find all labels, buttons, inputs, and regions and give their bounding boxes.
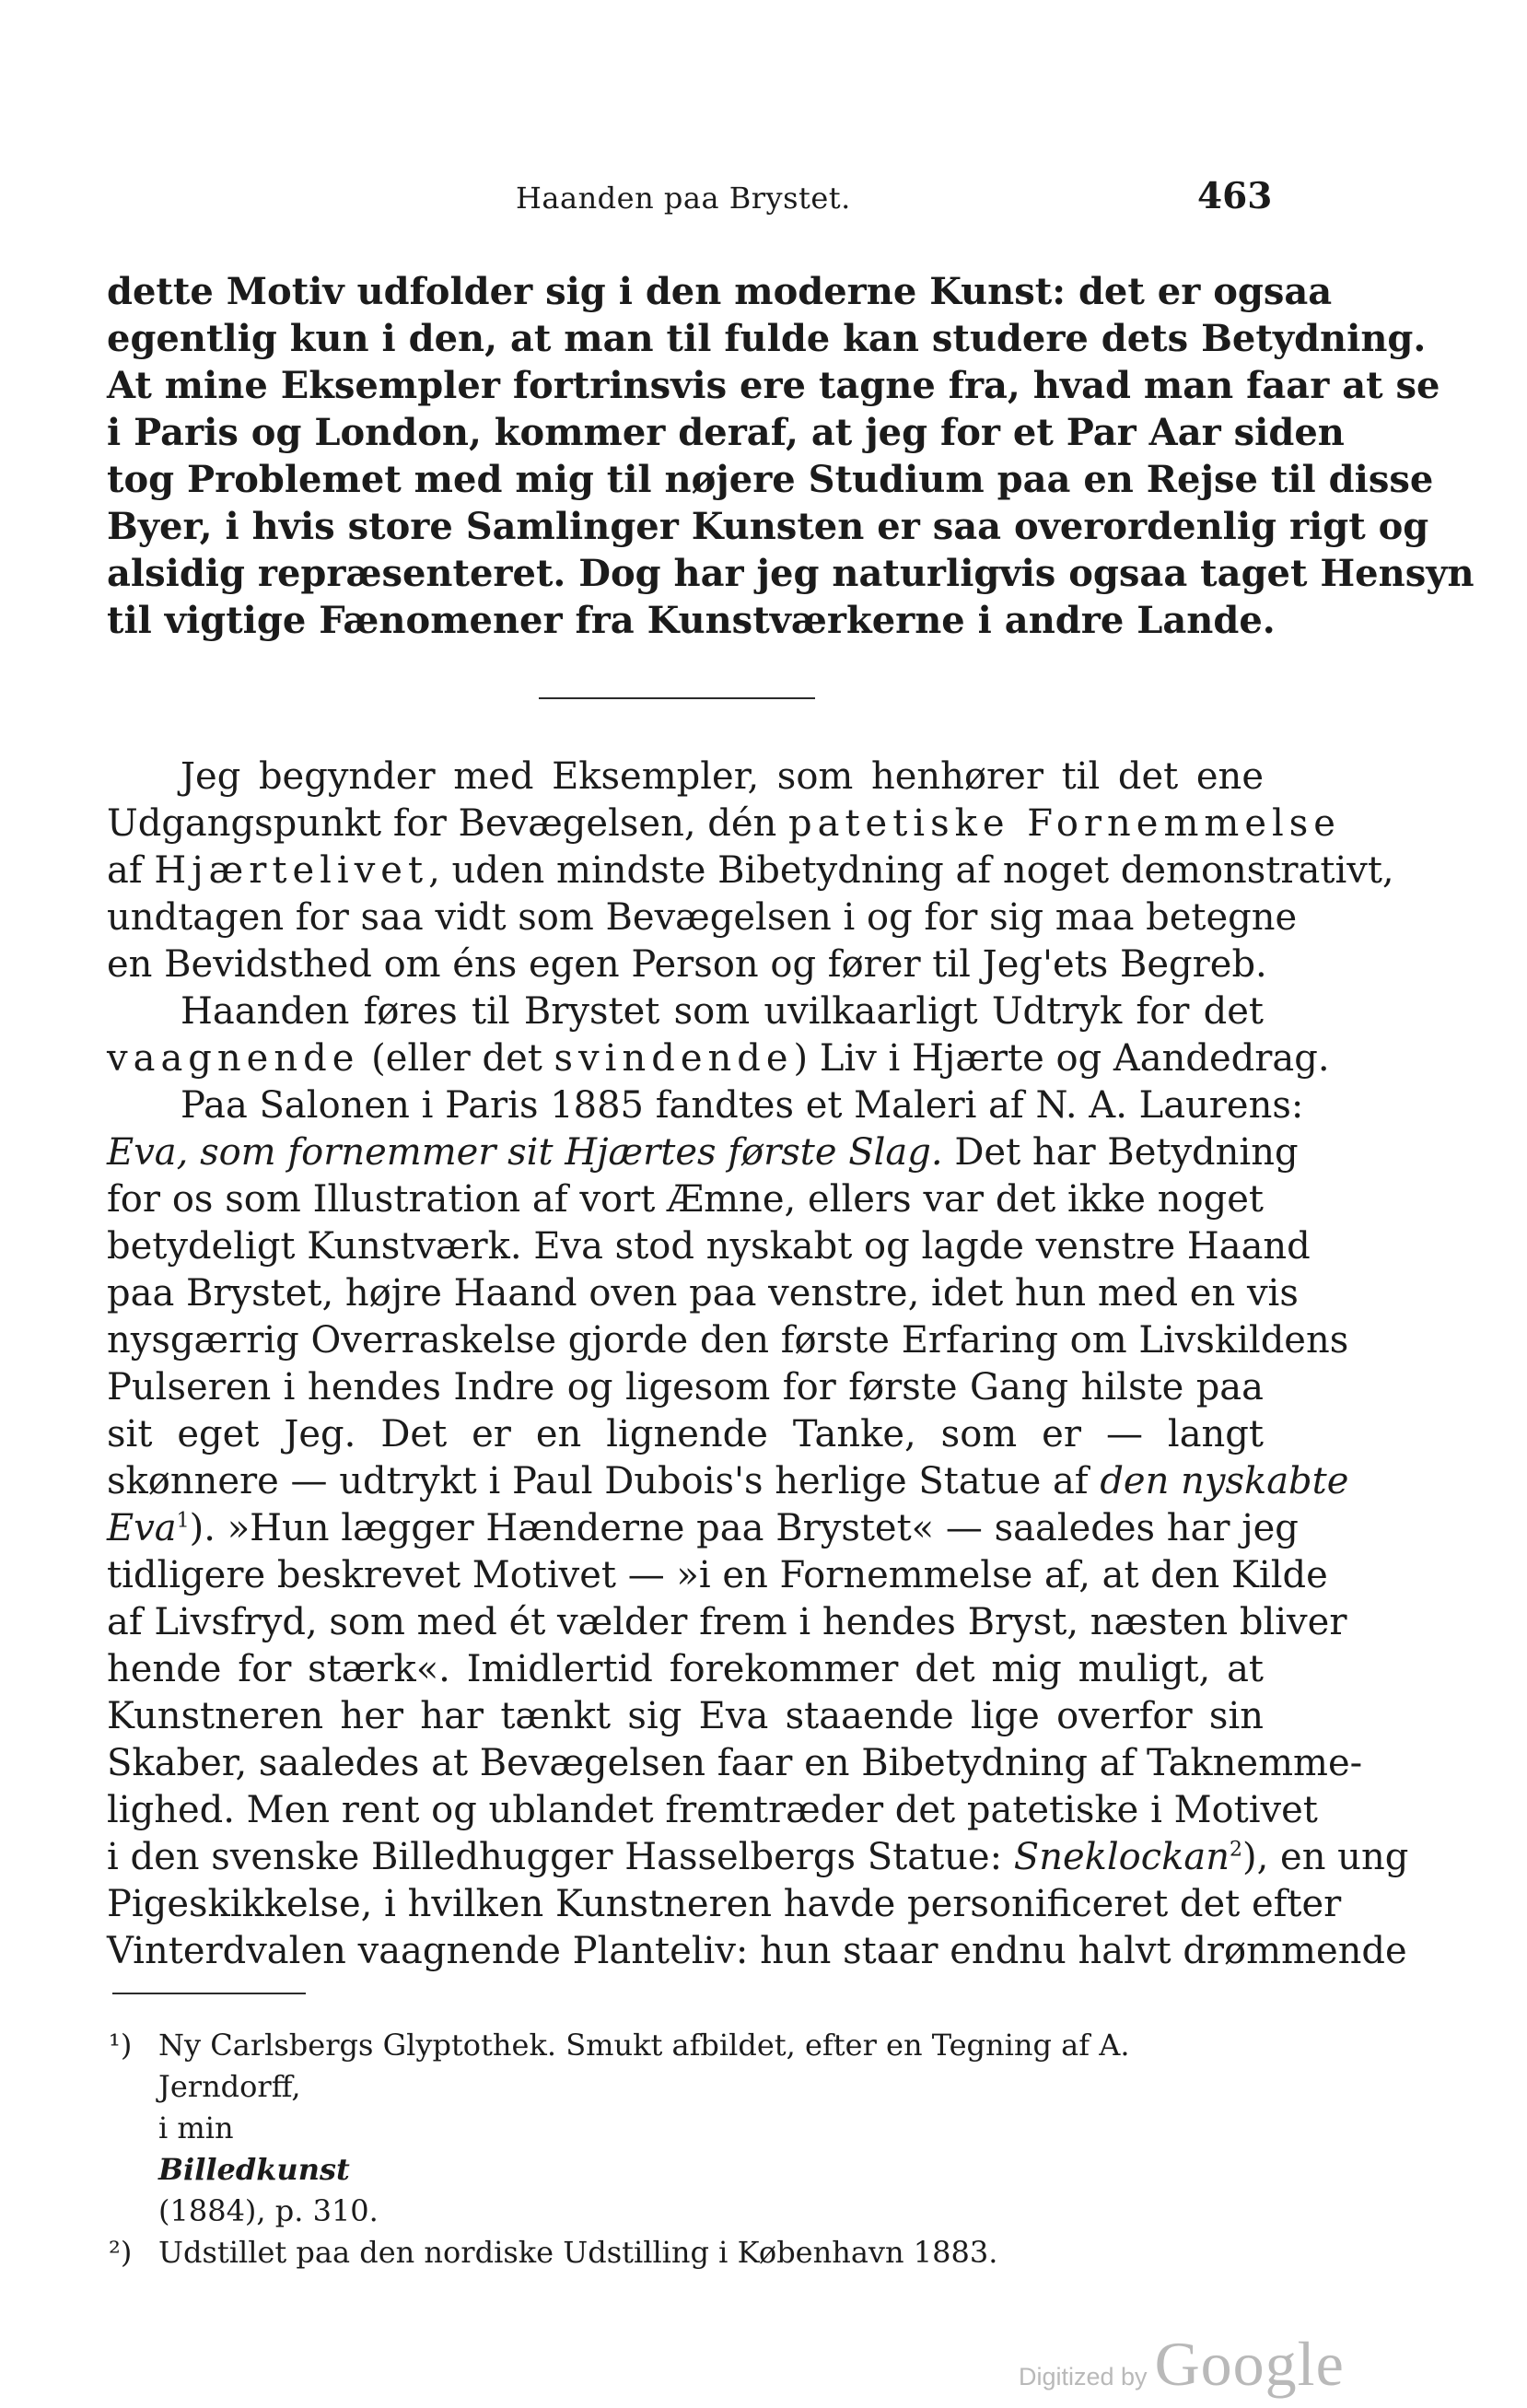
text-line	[107, 801, 1341, 847]
artwork-title: Sneklockan	[1013, 1836, 1230, 1878]
footnote-1	[109, 2025, 1269, 2232]
text-line: Pigeskikkelse, i hvilken Kunstneren havde personificeret det efter	[107, 1883, 1342, 1925]
text-line: tog Problemet med mig til nøjere Studium paa en Rejse til disse	[107, 458, 1434, 501]
footnote-ref: 1	[176, 1509, 190, 1533]
text-run: Det har Betydning	[942, 1131, 1299, 1174]
text-line: Kunstneren her har tænkt sig Eva staaende lige overfor sin	[107, 1695, 1264, 1737]
text-run: ), en ung	[1242, 1836, 1409, 1878]
text-line: Pulseren i hendes Indre og ligesom for første Gang hilste paa	[107, 1366, 1264, 1409]
footnote-line: Ny Carlsbergs Glyptothek. Smukt afbildet, efter en Tegning af A. Jerndorff,	[158, 2028, 1130, 2104]
text-line: alsidig repræsenteret. Dog har jeg naturligvis ogsaa taget Hensyn	[107, 552, 1475, 595]
footnote-ref: 2	[1230, 1838, 1242, 1862]
paragraph-haanden	[107, 988, 1330, 1082]
text-line: Skaber, saaledes at Bevægelsen faar en Bibetydning af Taknemme-	[107, 1742, 1363, 1784]
text-line: Haanden føres til Brystet som uvilkaarligt Udtryk for det	[181, 990, 1264, 1033]
text-run: ) Liv i Hjærte og Aandedrag.	[793, 1037, 1330, 1080]
text-run: af	[107, 849, 155, 892]
text-run: i min	[158, 2110, 234, 2145]
footnote-divider	[112, 1993, 306, 1994]
text-line	[107, 1834, 1409, 1881]
footnote-line	[158, 2108, 1269, 2232]
text-line: hende for stærk«. Imidlertid forekommer det mig muligt, at	[107, 1648, 1264, 1690]
text-line: dette Motiv udfolder sig i den moderne Kunst: det er ogsaa	[107, 270, 1333, 313]
text-line: en Bevidsthed om éns egen Person og fører til Jeg'ets Begreb.	[107, 943, 1267, 986]
footnote-line: Udstillet paa den nordiske Udstilling i København 1883.	[158, 2235, 998, 2270]
text-run: i den svenske Billedhugger Hasselbergs Statue:	[107, 1836, 1014, 1878]
paragraph-salonen	[107, 1082, 1409, 1975]
text-line: egentlig kun i den, at man til fulde kan studere dets Betydning.	[107, 317, 1427, 360]
spaced-term: vaagnende	[107, 1037, 360, 1080]
footnote-body	[158, 2025, 1269, 2232]
text-line: Vinterdvalen vaagnende Planteliv: hun staar endnu halvt drømmende	[107, 1930, 1407, 1972]
text-run: (1884), p. 310.	[158, 2193, 379, 2228]
spaced-term: svindende	[554, 1037, 794, 1080]
spaced-term: patetiske Fornemmelse	[788, 802, 1341, 845]
digitized-watermark	[1019, 2328, 1345, 2401]
paragraph-intro	[107, 268, 1475, 644]
text-line: nysgærrig Overraskelse gjorde den første Erfaring om Livskildens	[107, 1319, 1349, 1362]
footnote-body	[158, 2232, 1269, 2274]
running-title: Haanden paa Brystet.	[516, 181, 851, 216]
text-line	[107, 1505, 1299, 1552]
text-run: skønnere — udtrykt i Paul Dubois's herlige Statue af	[107, 1460, 1101, 1502]
text-line: Paa Salonen i Paris 1885 fandtes et Maleri af N. A. Laurens:	[181, 1084, 1304, 1127]
footnote-2	[109, 2232, 1269, 2274]
watermark-prefix: Digitized by	[1019, 2363, 1148, 2390]
text-line: lighed. Men rent og ublandet fremtræder det patetiske i Motivet	[107, 1789, 1318, 1831]
paragraph-patetiske	[107, 754, 1394, 988]
footnote-mark: ²)	[109, 2235, 133, 2270]
text-line: i Paris og London, kommer deraf, at jeg for et Par Aar siden	[107, 411, 1345, 454]
book-title: Billedkunst	[158, 2152, 350, 2187]
text-line: paa Brystet, højre Haand oven paa venstre, idet hun med en vis	[107, 1272, 1299, 1315]
footnote-mark: ¹)	[109, 2028, 133, 2063]
text-line	[107, 1129, 1299, 1176]
text-run: (eller det	[359, 1037, 554, 1080]
text-run: ). »Hun lægger Hænderne paa Brystet« — saaledes har jeg	[189, 1507, 1299, 1549]
watermark-brand: Google	[1154, 2329, 1345, 2399]
text-line	[107, 1458, 1349, 1505]
text-line: undtagen for saa vidt som Bevægelsen i og for sig maa betegne	[107, 896, 1298, 939]
spaced-term: Hjærtelivet	[154, 849, 429, 892]
text-line: af Livsfryd, som med ét vælder frem i hendes Bryst, næsten bliver	[107, 1601, 1347, 1643]
section-divider	[539, 697, 815, 699]
text-run: , uden mindste Bibetydning af noget demonstrativt,	[428, 849, 1394, 892]
artwork-title: Eva	[107, 1507, 177, 1549]
artwork-title: Eva, som fornemmer sit Hjærtes første Slag.	[107, 1131, 943, 1174]
text-line: sit eget Jeg. Det er en lignende Tanke, som er — langt	[107, 1413, 1264, 1455]
artwork-title: den nyskabte	[1100, 1460, 1349, 1502]
text-line: betydeligt Kunstværk. Eva stod nyskabt og lagde venstre Haand	[107, 1225, 1311, 1268]
footnotes	[109, 2025, 1269, 2274]
text-line: Byer, i hvis store Samlinger Kunsten er saa overordenlig rigt og	[107, 505, 1429, 548]
page-number: 463	[1197, 175, 1273, 217]
text-line: tidligere beskrevet Motivet — »i en Fornemmelse af, at den Kilde	[107, 1554, 1328, 1596]
text-line: for os som Illustration af vort Æmne, ellers var det ikke noget	[107, 1178, 1264, 1221]
text-line	[107, 847, 1394, 894]
text-line: Jeg begynder med Eksempler, som henhører til det ene	[181, 755, 1264, 798]
text-line: til vigtige Fænomener fra Kunstværkerne i andre Lande.	[107, 599, 1276, 642]
text-line: At mine Eksempler fortrinsvis ere tagne fra, hvad man faar at se	[107, 364, 1440, 407]
text-line	[107, 1035, 1330, 1082]
text-run: Udgangspunkt for Bevægelsen, dén	[107, 802, 789, 845]
